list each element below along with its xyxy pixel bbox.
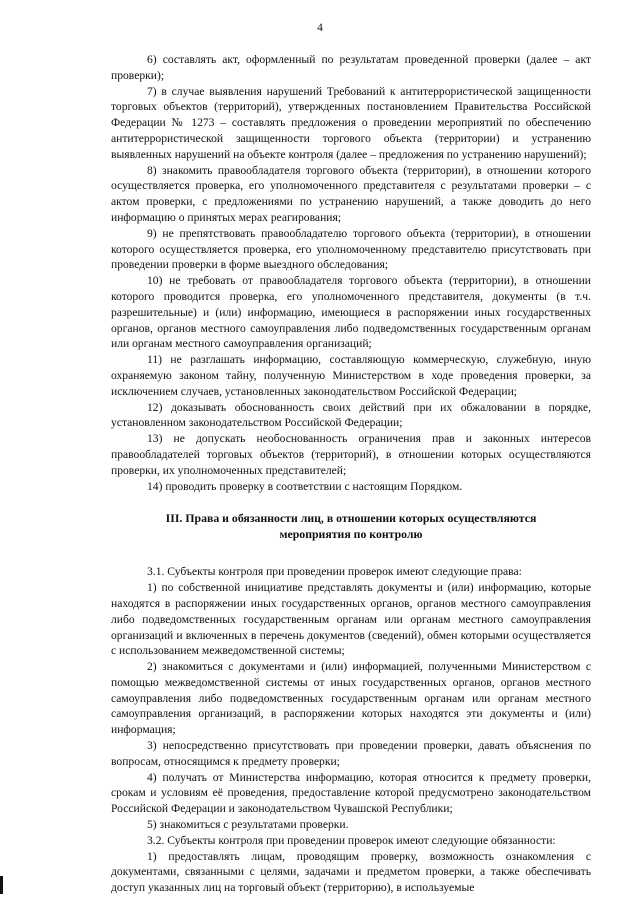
duty-item-11: 11) не разглашать информацию, составляющую коммерческую, служебную, иную охраняемую законом тайну, полученную Министерством в ходе проведения проверки, за исключением случаев, установленных законодательством Российской Федерации; (111, 353, 591, 398)
duty-item-13: 13) не допускать необоснованность ограничения прав и законных интересов правообладателей торговых объектов (территорий), в отношении которых осуществляются проверки, их уполномоченных представителей; (111, 432, 591, 477)
duty-item-14: 14) проводить проверку в соответствии с настоящим Порядком. (147, 479, 463, 493)
duty-item-12: 12) доказывать обоснованность своих действий при их обжаловании в порядке, установленном законодательством Российской Федерации; (111, 400, 591, 430)
duty-item-6: 6) составлять акт, оформленный по результатам проведенной проверки (далее – акт проверки); (111, 53, 591, 82)
right-item-3: 3) непосредственно присутствовать при проведении проверки, давать объяснения по вопросам, относящимся к предмету проверки; (111, 739, 591, 768)
duty-item-9: 9) не препятствовать правообладателю торгового объекта (территории), в отношении которого осуществляется проверка, его уполномоченному представителю присутствовать при проведении проверки в форме выездного обследования; (111, 226, 591, 272)
document-body (111, 52, 591, 896)
duty-item-10: 10) не требовать от правообладателя торгового объекта (территории), в отношении которого проводится проверка, его уполномоченного представителя, документы (в т.ч. разрешительные) и (или) информацию, имеющиеся в распоряжении иных государственных органов, органов местного самоуправления либо подведомственных государственным органам или органам местного самоуправления организаций; (111, 274, 591, 351)
scan-edge-mark (0, 876, 3, 894)
page-number: 4 (317, 22, 323, 34)
section-heading (111, 510, 591, 542)
duty-item-8: 8) знакомить правообладателя торгового объекта (территории), в отношении которого осуществляется проверка, его уполномоченного представителя с результатами проверки – с актом проверки, с предложениями по устранению нарушений, а также доводить до него информацию о принятых мерах реагирования; (111, 163, 591, 224)
right-item-4: 4) получать от Министерства информацию, которая относится к предмету проверки, срокам и условиям её проведения, предоставление которой предусмотрено законодательством Российской Федерации и законодательством Чувашской Республики; (111, 770, 591, 816)
section-heading-line-1: III. Права и обязанности лиц, в отношении которых осуществляются (165, 511, 537, 526)
right-item-1: 1) по собственной инициативе представлять документы и (или) информацию, которые находятся в распоряжении иных государственных органов, органов местного самоуправления либо подведомственных государственным органам или органам местного самоуправления организаций и включенных в перечень документов (сведений), обмен которыми осуществляется с использованием межведомственной системы; (111, 581, 591, 658)
obligation-item-1: 1) предоставлять лицам, проводящим проверку, возможность ознакомления с документами, связанными с целями, задачами и предметом проверки, а также обеспечивать доступ указанных лиц на торговый объект (территорию), в используемые (111, 849, 591, 895)
section-heading-line-2: мероприятия по контролю (279, 527, 423, 542)
rights-intro: 3.1. Субъекты контроля при проведении проверок имеют следующие права: (147, 565, 522, 579)
duty-item-7: 7) в случае выявления нарушений Требований к антитеррористической защищенности торговых объектов (территорий), утвержденных постановлением Правительства Российской Федерации № 1273 – составлять предложения о проведении мероприятий по обеспечению антитеррористической защищенности торгового объекта (территории) и устранению выявленных нарушений на объекте контроля (далее – предложения по устранению нарушений); (111, 84, 591, 161)
right-item-2: 2) знакомиться с документами и (или) информацией, полученными Министерством с помощью межведомственной системы от иных государственных органов, органов местного самоуправления либо подведомственных государственным органам или органам местного самоуправления организаций, в распоряжении которых находятся эти документы и (или) информация; (111, 660, 591, 737)
obligations-intro: 3.2. Субъекты контроля при проведении проверок имеют следующие обязанности: (147, 833, 556, 847)
right-item-5: 5) знакомиться с результатами проверки. (147, 818, 349, 832)
